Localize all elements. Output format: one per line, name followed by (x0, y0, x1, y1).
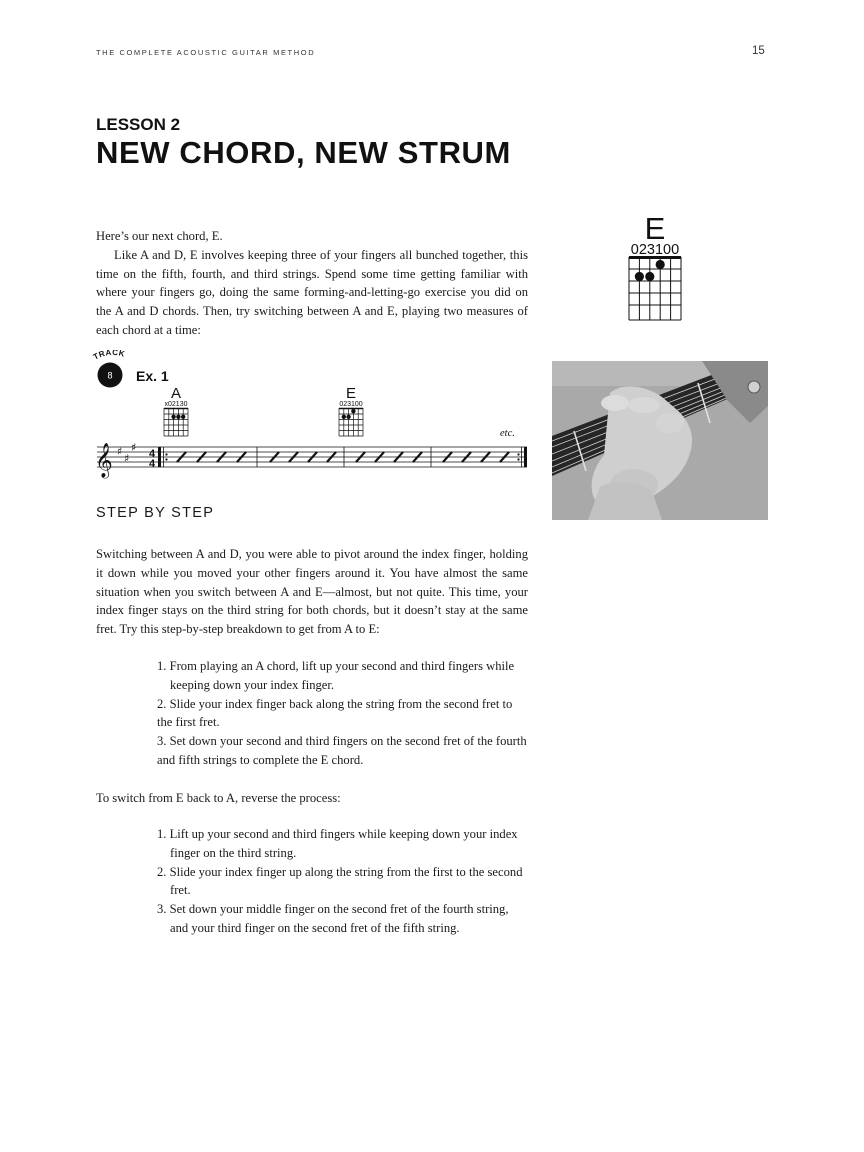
sharp-icon: ♯ (131, 441, 137, 454)
finger-dot (181, 415, 185, 419)
sharp-icon: ♯ (117, 445, 123, 458)
intro-text (96, 227, 528, 340)
list-item: 2. Slide your index finger up along the string from the first to the second fret. (157, 864, 523, 898)
chord-name: A (170, 385, 182, 402)
chord-fingering: x02130 (164, 401, 188, 408)
music-example (90, 350, 535, 480)
chord-name: E (644, 211, 666, 246)
finger-dot (342, 415, 346, 419)
finger-dot (171, 415, 175, 419)
intro-line: Here’s our next chord, E. (96, 229, 223, 243)
finger-dot (346, 415, 350, 419)
lesson-title: NEW CHORD, NEW STRUM (96, 135, 511, 170)
list-item: 1. Lift up your second and third fingers while keeping down your index finger on the third string. (157, 827, 518, 860)
track-label: TRACK (91, 350, 127, 362)
chord-grid-e (339, 408, 363, 436)
list-item: 2. Slide your index finger back along the string from the second fret to the first fret. (157, 696, 513, 730)
steps-a-to-e (157, 657, 529, 770)
section-heading: STEP BY STEP (96, 505, 215, 521)
list-item: 1. From playing an A chord, lift up your second and third fingers while keeping down your index finger. (157, 659, 515, 692)
finger-dot (176, 415, 180, 419)
lesson-label: LESSON 2 (96, 115, 181, 134)
chord-fingering: 023100 (630, 242, 680, 258)
sharp-icon: ♯ (124, 452, 130, 465)
time-signature-bottom: 4 (148, 458, 156, 470)
finger-dot (656, 260, 665, 269)
running-head: THE COMPLETE ACOUSTIC GUITAR METHOD (96, 48, 316, 57)
chord-fingering: 023100 (339, 401, 363, 408)
page-number: 15 (752, 45, 765, 57)
list-item: 3. Set down your second and third fingers on the second fret of the fourth and fifth strings to complete the E chord. (157, 734, 527, 767)
fretboard-grid (629, 257, 681, 320)
chord-grid-a (164, 408, 188, 436)
reverse-paragraph: To switch from E back to A, reverse the process: (96, 791, 341, 805)
e-chord-diagram (600, 205, 710, 325)
hand-on-guitar-photo (552, 361, 768, 520)
finger-dot (351, 409, 355, 413)
example-label: Ex. 1 (136, 368, 169, 384)
etc-text: etc. (500, 428, 515, 439)
finger-dot (645, 272, 654, 281)
finger-dot (635, 272, 644, 281)
chord-name: E (345, 385, 357, 402)
time-signature-top: 4 (148, 448, 156, 460)
track-number: 8 (107, 370, 113, 381)
steps-e-to-a (157, 825, 529, 938)
treble-clef-icon: 𝄞 (95, 443, 113, 478)
list-item: 3. Set down your middle finger on the second fret of the fourth string, and your third finger on the second fret of the fifth string. (157, 902, 509, 935)
intro-paragraph: Like A and D, E involves keeping three of your fingers all bunched together, this time on the fifth, fourth, and third strings. Spend some time getting familiar with where your fingers go, doing the same forming-and-letting-go exercise you did on the A and D chords. Then, try switching between A and E, playing two measures of each chord at a time: (96, 247, 528, 337)
switch-paragraph: Switching between A and D, you were able to pivot around the index finger, holding it down while you moved your other fingers around it. You have almost the same situation when you switch between A and E—almost, but not quite. This time, your index finger stays on the third string for both chords, but it doesn’t stay at the same fret. Try this step-by-step breakdown to get from A to E: (96, 547, 528, 637)
